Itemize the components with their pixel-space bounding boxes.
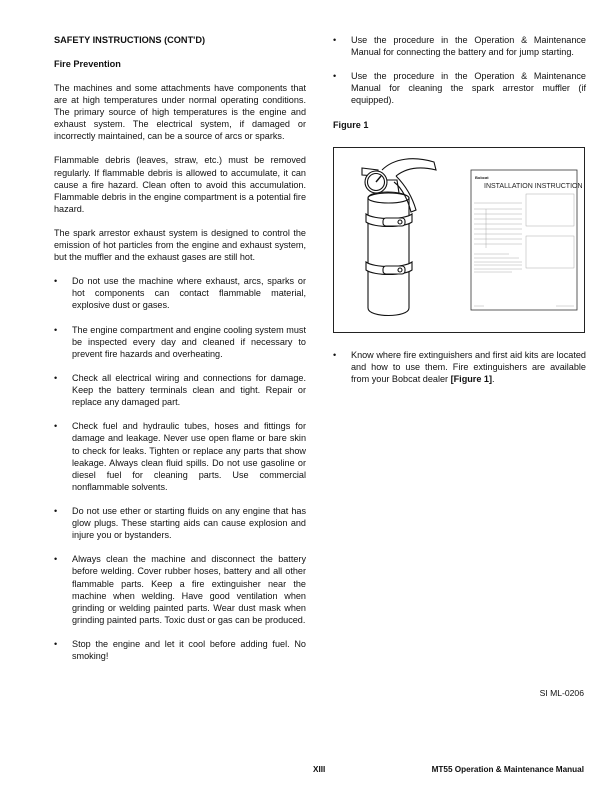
safety-bullet-list [54,275,306,662]
page-number: XIII [313,765,326,774]
list-item: • Use the procedure in the Operation & Maintenance Manual for cleaning the spark arrestor muffler (if equipped). [333,71,586,106]
paragraph: Flammable debris (leaves, straw, etc.) must be removed regularly. If flammable debris is allowed to accumulate, it can cause a fire hazard. Clean often to avoid this accumulation. Flammable debris in the engine compartment is a potential fire hazard. [54,155,306,214]
bullet-icon: • [333,350,337,360]
installation-instruction-sheet-icon [471,170,583,310]
paragraph: The spark arrestor exhaust system is designed to control the emission of hot particles from the engine and exhaust system, but the muffler and the exhaust gases are still hot. [54,227,306,263]
paragraph: The machines and some attachments have components that are at high temperatures under normal operating conditions. The primary source of high temperatures is the engine and exhaust system. The electrical system, if damaged or incorrectly maintained, can be a source of arcs or sparks. [54,83,306,142]
bullet-icon: • [54,324,58,335]
figure-1 [333,147,585,333]
svg-text:INSTALLATION INSTRUCTION: INSTALLATION INSTRUCTION [484,183,583,190]
svg-text:Bobcat: Bobcat [475,175,489,180]
bullet-icon: • [54,639,58,650]
list-item: • Check all electrical wiring and connections for damage. Keep the battery terminals clean and tight. Repair or replace any damaged part. [54,372,306,408]
list-item: • Use the procedure in the Operation & Maintenance Manual for connecting the battery and for jump starting. [333,35,586,58]
subheading-fire-prevention: Fire Prevention [54,59,121,69]
bullet-icon: • [333,71,337,82]
list-item: • Know where fire extinguishers and first aid kits are located and how to use them. Fire extinguishers are available from your Bobcat dealer [Figure 1]. [333,350,586,385]
bullet-icon: • [54,506,58,516]
reference-code: SI ML-0206 [539,688,584,698]
bullet-icon: • [333,35,337,45]
bullet-icon: • [54,276,58,287]
list-item: • Check fuel and hydraulic tubes, hoses and fittings for damage and leakage. Never use open flame or bare skin to check for leaks. Tighten or replace any parts that show leakage. Always clean fluid spills. Do not use gasoline or diesel fuel for cleaning parts. Use commercial nonflammable solvents. [54,421,306,492]
bullet-icon: • [54,421,58,432]
list-item: • Do not use the machine where exhaust, arcs, sparks or hot components can contact flammable material, explosive dust or gases. [54,276,306,311]
procedure-bullet-list [333,34,586,107]
left-column [54,34,306,674]
bullet-icon: • [54,372,58,383]
figure-label: Figure 1 [333,119,369,130]
figure-reference: [Figure 1] [450,374,493,385]
figure-bullet [333,349,586,397]
list-item: • Stop the engine and let it cool before adding fuel. No smoking! [54,639,306,662]
manual-title: MT55 Operation & Maintenance Manual [431,765,584,774]
bullet-icon: • [54,554,58,565]
section-heading: SAFETY INSTRUCTIONS (CONT'D) [54,35,206,45]
list-item: • Do not use ether or starting fluids on any engine that has glow plugs. These starting aids can cause explosion and injure you or bystanders. [54,506,306,541]
list-item: • Always clean the machine and disconnect the battery before welding. Cover rubber hoses, battery and all other flammable parts. Keep a fire extinguisher near the machine when welding. Have good ventilation when grinding or welding painted parts. Wear dust mask when grinding painted parts. Toxic dust or gas can be produced. [54,554,306,625]
list-item: • The engine compartment and engine cooling system must be inspected every day and cleaned if necessary to prevent fire hazards and overheating. [54,324,306,359]
fire-extinguisher-illustration-icon [334,148,584,332]
right-column [333,34,586,139]
